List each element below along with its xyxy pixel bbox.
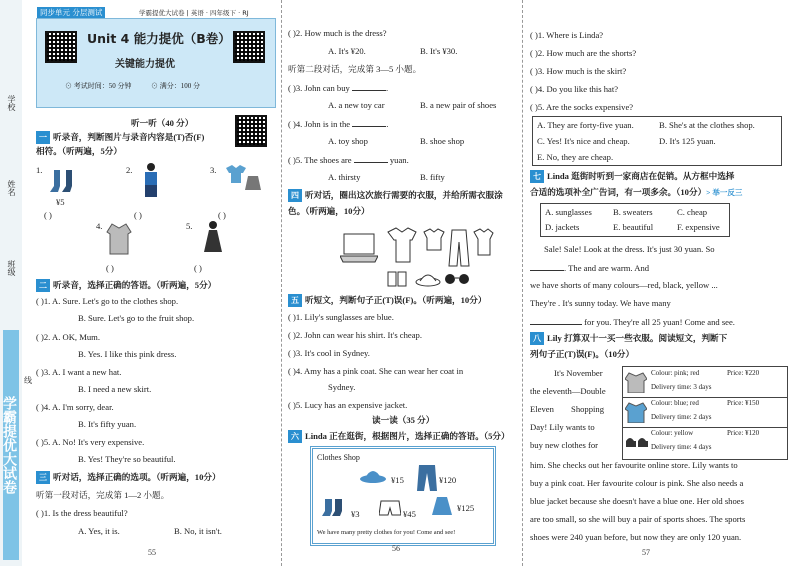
c2-q5-a: A. thirsty bbox=[328, 172, 361, 182]
p2-q3: ( )3. A. I want a new hat. bbox=[36, 367, 122, 377]
header-banner bbox=[36, 8, 276, 108]
c2-q5-text: ( )5. The shoes are bbox=[288, 155, 352, 165]
shop-banner: We have many pretty clothes for you! Come and see! bbox=[317, 529, 456, 536]
full-score: ⊙ 满分：100 分 bbox=[151, 82, 200, 90]
word-c: C. cheap bbox=[677, 207, 708, 217]
clothes-shop-picture bbox=[310, 446, 496, 546]
p2-q2-b: B. Yes. I like this pink dress. bbox=[78, 349, 177, 359]
product-delivery-2: Delivery time: 2 days bbox=[651, 413, 712, 421]
answer-bracket-2[interactable]: ( ) bbox=[134, 210, 142, 220]
sidebar-label-name: 姓名 bbox=[7, 180, 16, 196]
p2-q2: ( )2. A. OK, Mum. bbox=[36, 332, 100, 342]
part5-number: 五 bbox=[288, 294, 302, 307]
word-d: D. jackets bbox=[545, 222, 580, 232]
product-colour-2: Colour: blue; red bbox=[651, 399, 699, 407]
c2-q4: ( )4. John is in the . bbox=[288, 119, 389, 129]
qr-code-left bbox=[45, 31, 77, 63]
ans-d: D. It's 125 yuan. bbox=[659, 136, 716, 146]
c2-q4-blank[interactable] bbox=[352, 118, 386, 127]
part7-instruction-cont bbox=[530, 186, 742, 199]
answer-bracket-5[interactable]: ( ) bbox=[194, 263, 202, 273]
reading-title: 读一读（35 分） bbox=[372, 415, 435, 425]
price-socks: ¥3 bbox=[351, 509, 360, 519]
c2-q5 bbox=[288, 154, 409, 166]
price-skirt: ¥125 bbox=[457, 503, 475, 513]
ad-line-2 bbox=[530, 262, 649, 274]
part7-number: 七 bbox=[530, 170, 544, 183]
product-delivery-1: Delivery time: 3 days bbox=[651, 383, 712, 391]
column-3 bbox=[530, 0, 792, 566]
pic-label-5: 5. bbox=[186, 221, 193, 231]
answer-bracket-3[interactable]: ( ) bbox=[218, 210, 226, 220]
page-number-56: 56 bbox=[392, 544, 400, 553]
p2-q3-b: B. I need a new skirt. bbox=[78, 384, 152, 394]
part7-instruction bbox=[530, 170, 734, 183]
c2-q5-blank[interactable] bbox=[354, 154, 388, 163]
c2-q2-a: A. It's ¥20. bbox=[328, 46, 366, 56]
p3-q1-a: A. Yes, it is. bbox=[78, 526, 120, 536]
part7-instruction-text: Linda 逛街时听到一家商店在促销。从方框中选择 bbox=[547, 171, 735, 181]
header-series: 学霸提优大试卷 | 英语 · 四年级下 · RJ bbox=[139, 9, 249, 17]
part3-instruction-text: 听对话，选择正确的选项。（听两遍，10分） bbox=[53, 472, 221, 482]
part7-tag: > 举一反三 bbox=[706, 188, 743, 197]
sidebar-brand bbox=[3, 330, 19, 560]
c2-q2: ( )2. How much is the dress? bbox=[288, 28, 387, 38]
p5-q4-cont: Sydney. bbox=[328, 382, 356, 392]
ad-line-5 bbox=[530, 316, 735, 328]
passage-line-5: buy new clothes for bbox=[530, 440, 599, 450]
skirt-icon bbox=[431, 495, 453, 522]
c2-q5-unit: yuan. bbox=[389, 155, 409, 165]
ad-blank-1[interactable] bbox=[530, 262, 564, 271]
part6-instruction bbox=[288, 430, 510, 443]
ans-b: B. She's at the clothes shop. bbox=[659, 120, 755, 130]
qr-code-bottom bbox=[235, 115, 267, 147]
word-b: B. sweaters bbox=[613, 207, 653, 217]
passage-line-10: shoes were 240 yuan before, but now they are only 120 yuan. bbox=[530, 532, 742, 542]
word-f: F. expensive bbox=[677, 222, 720, 232]
pic-label-1: 1. bbox=[36, 165, 43, 175]
passage-line-9: are too small, so she will buy a pair of sports shoes. The sports bbox=[530, 514, 746, 524]
unit-title: Unit 4 能力提优（B卷） bbox=[87, 31, 231, 46]
word-bank-box bbox=[540, 203, 730, 237]
p3-q1: ( )1. Is the dress beautiful? bbox=[36, 508, 128, 518]
passage-line-3: Eleven Shopping bbox=[530, 404, 604, 414]
c2-q3-a: A. a new toy car bbox=[328, 100, 385, 110]
ans-c: C. Yes! It's nice and cheap. bbox=[537, 136, 630, 146]
coat-product-icon bbox=[625, 371, 647, 398]
pic-price-1: ¥5 bbox=[56, 197, 65, 207]
p2-q1-b: B. Sure. Let's go to the fruit shop. bbox=[78, 313, 195, 323]
jeans-icon bbox=[417, 463, 437, 498]
c2-q3: ( )3. John can buy . bbox=[288, 83, 389, 93]
c3-q1: ( )1. Where is Linda? bbox=[530, 30, 604, 40]
p2-q5: ( )5. A. No! It's very expensive. bbox=[36, 437, 145, 447]
sidebar-label-school: 学校 bbox=[7, 95, 16, 111]
p5-q3: ( )3. It's cool in Sydney. bbox=[288, 348, 370, 358]
part6-instruction-text: Linda 正在逛街，根据图片，选择正确的答语。（5分） bbox=[305, 431, 510, 441]
clothes-set-icon[interactable] bbox=[384, 226, 494, 275]
ad-line-3: we have shorts of many colours—red, black, yellow ... bbox=[530, 280, 718, 290]
shirt-skirt-icon bbox=[222, 164, 262, 199]
c2-para2: 听第二段对话，完成第 3—5 小题。 bbox=[288, 64, 422, 74]
part1-instruction-text: 听录音，判断图片与录音内容是(T)否(F) bbox=[53, 132, 205, 142]
coat-icon bbox=[106, 222, 132, 261]
passage-line-7: buy a pink coat. Her favourite colour is pink. She also needs a bbox=[530, 478, 744, 488]
c3-q3: ( )3. How much is the skirt? bbox=[530, 66, 627, 76]
column-divider-2 bbox=[522, 0, 523, 566]
p3-q1-b: B. No, it isn't. bbox=[174, 526, 222, 536]
exam-time: ⊙ 考试时间：50 分钟 bbox=[65, 82, 132, 90]
product-row-coat bbox=[623, 367, 787, 398]
product-row-shoes bbox=[623, 427, 787, 457]
p5-q1: ( )1. Lily's sunglasses are blue. bbox=[288, 312, 394, 322]
p2-q4: ( )4. A. I'm sorry, dear. bbox=[36, 402, 114, 412]
price-jeans: ¥120 bbox=[439, 475, 457, 485]
ad-blank-5[interactable] bbox=[530, 316, 582, 325]
passage-line-6: him. She checks out her favourite online store. Lily wants to bbox=[530, 460, 738, 470]
word-a: A. sunglasses bbox=[545, 207, 592, 217]
shoes-product-icon bbox=[625, 435, 649, 454]
product-delivery-3: Delivery time: 4 days bbox=[651, 443, 712, 451]
column-1 bbox=[36, 0, 274, 566]
ad-line-2-text: . The and are warm. And bbox=[564, 263, 650, 273]
part6-number: 六 bbox=[288, 430, 302, 443]
passage-line-4: Day! Lily wants to bbox=[530, 422, 595, 432]
c2-q3-blank[interactable] bbox=[352, 82, 386, 91]
header-tag: 同步单元 分层测试 bbox=[37, 7, 105, 18]
product-colour-3: Colour: yellow bbox=[651, 429, 694, 437]
product-table bbox=[622, 366, 788, 460]
part4-instruction-cont: 色。（听两遍，10分） bbox=[288, 206, 370, 216]
part4-number: 四 bbox=[288, 189, 302, 202]
part3-instruction bbox=[36, 471, 221, 484]
part1-instruction bbox=[36, 131, 204, 144]
p2-q1: ( )1. A. Sure. Let's go to the clothes shop. bbox=[36, 296, 179, 306]
listening-title: 听一听（40 分） bbox=[131, 118, 194, 128]
c3-q5: ( )5. Are the socks expensive? bbox=[530, 102, 634, 112]
qr-code-right bbox=[233, 31, 265, 63]
part2-instruction bbox=[36, 279, 216, 292]
page-number-55: 55 bbox=[148, 548, 156, 557]
part5-instruction-text: 听短文，判断句子正(T)误(F)。（听两遍，10分） bbox=[305, 295, 487, 305]
c2-q4-b: B. shoe shop bbox=[420, 136, 465, 146]
shop-sign: Clothes Shop bbox=[317, 453, 360, 462]
part8-instruction-text: Lily 打算双十一买一些衣服。阅读短文，判断下 bbox=[547, 333, 728, 343]
shorts-icon bbox=[379, 499, 401, 522]
ans-e: E. No, they are cheap. bbox=[537, 152, 614, 162]
header-subtitle: 关键能力提优 bbox=[115, 59, 175, 70]
c2-q4-a: A. toy shop bbox=[328, 136, 368, 146]
part4-instruction-text: 听对话，圈出这次旅行需要的衣服，并给所需衣服涂 bbox=[305, 190, 503, 200]
page-number-57: 57 bbox=[642, 548, 650, 557]
c3-q4: ( )4. Do you like this hat? bbox=[530, 84, 619, 94]
answer-bracket-1[interactable]: ( ) bbox=[44, 210, 52, 220]
p5-q4: ( )4. Amy has a pink coat. She can wear her coat in bbox=[288, 366, 464, 376]
p3-para1: 听第一段对话，完成第 1—2 小题。 bbox=[36, 490, 170, 500]
socks-shop-icon bbox=[321, 497, 347, 524]
product-price-2: Price: ¥150 bbox=[727, 399, 760, 407]
laptop-icon bbox=[340, 232, 378, 269]
part8-number: 八 bbox=[530, 332, 544, 345]
sun-hat-icon bbox=[359, 469, 387, 488]
part2-instruction-text: 听录音，选择正确的答语。（听两遍，5分） bbox=[53, 280, 217, 290]
part4-instruction bbox=[288, 189, 503, 202]
c2-q5-b: B. fifty bbox=[420, 172, 445, 182]
ad-line-4: They're . It's sunny today. We have many bbox=[530, 298, 671, 308]
price-hat: ¥15 bbox=[391, 475, 404, 485]
part2-number: 二 bbox=[36, 279, 50, 292]
ad-line-1: Sale! Sale! Look at the dress. It's just 30 yuan. So bbox=[544, 244, 715, 254]
passage-line-8: blue jacket because she doesn't have a blue one. Her old shoes bbox=[530, 496, 744, 506]
passage-line-1: It's November bbox=[554, 368, 603, 378]
sidebar-label-class: 班级 bbox=[7, 260, 16, 276]
c2-q3-b: B. a new pair of shoes bbox=[420, 100, 497, 110]
part5-instruction bbox=[288, 294, 486, 307]
c2-q3-text: ( )3. John can buy bbox=[288, 83, 350, 93]
hat-sunglasses-icon[interactable] bbox=[384, 270, 484, 293]
part8-instruction-cont: 列句子正(T)误(F)。（10分） bbox=[530, 349, 635, 359]
part3-number: 三 bbox=[36, 471, 50, 484]
p2-q4-b: B. It's fifty yuan. bbox=[78, 419, 137, 429]
column-divider-1 bbox=[281, 0, 282, 566]
girl-dress-icon bbox=[202, 220, 224, 265]
product-price-3: Price: ¥120 bbox=[727, 429, 760, 437]
pic-label-3: 3. bbox=[210, 165, 217, 175]
pic-label-2: 2. bbox=[126, 165, 133, 175]
p5-q2: ( )2. John can wear his shirt. It's cheap. bbox=[288, 330, 422, 340]
price-shorts: ¥45 bbox=[403, 509, 416, 519]
sidebar-brand-text: 学霸提优大试卷 bbox=[1, 396, 17, 494]
boy-shorts-icon bbox=[140, 162, 162, 207]
word-e: E. beautiful bbox=[613, 222, 654, 232]
p5-q5: ( )5. Lucy has an expensive jacket. bbox=[288, 400, 408, 410]
sidebar-label-line: 线 bbox=[24, 376, 32, 385]
ans-a: A. They are forty-five yuan. bbox=[537, 120, 634, 130]
answer-bracket-4[interactable]: ( ) bbox=[106, 263, 114, 273]
part8-instruction bbox=[530, 332, 727, 345]
product-row-jacket bbox=[623, 397, 787, 428]
part1-number: 一 bbox=[36, 131, 50, 144]
product-colour-1: Colour: pink; red bbox=[651, 369, 700, 377]
c3-q2: ( )2. How much are the shorts? bbox=[530, 48, 637, 58]
ad-line-5-text: for you. They're all 25 yuan! Come and see. bbox=[584, 317, 735, 327]
c2-q4-text: ( )4. John is in the bbox=[288, 119, 351, 129]
c2-q2-b: B. It's ¥30. bbox=[420, 46, 458, 56]
part7-instruction-cont-text: 合适的选项补全广告词，有一项多余。（10分） bbox=[530, 187, 707, 197]
product-price-1: Price: ¥220 bbox=[727, 369, 760, 377]
answer-options-box bbox=[532, 116, 782, 166]
jacket-product-icon bbox=[625, 401, 647, 428]
column-2 bbox=[288, 0, 516, 566]
part1-instruction-cont: 相符。（听两遍，5分） bbox=[36, 146, 122, 156]
passage-line-2: the eleventh—Double bbox=[530, 386, 606, 396]
p2-q5-b: B. Yes! They're so beautiful. bbox=[78, 454, 176, 464]
pic-label-4: 4. bbox=[96, 221, 103, 231]
